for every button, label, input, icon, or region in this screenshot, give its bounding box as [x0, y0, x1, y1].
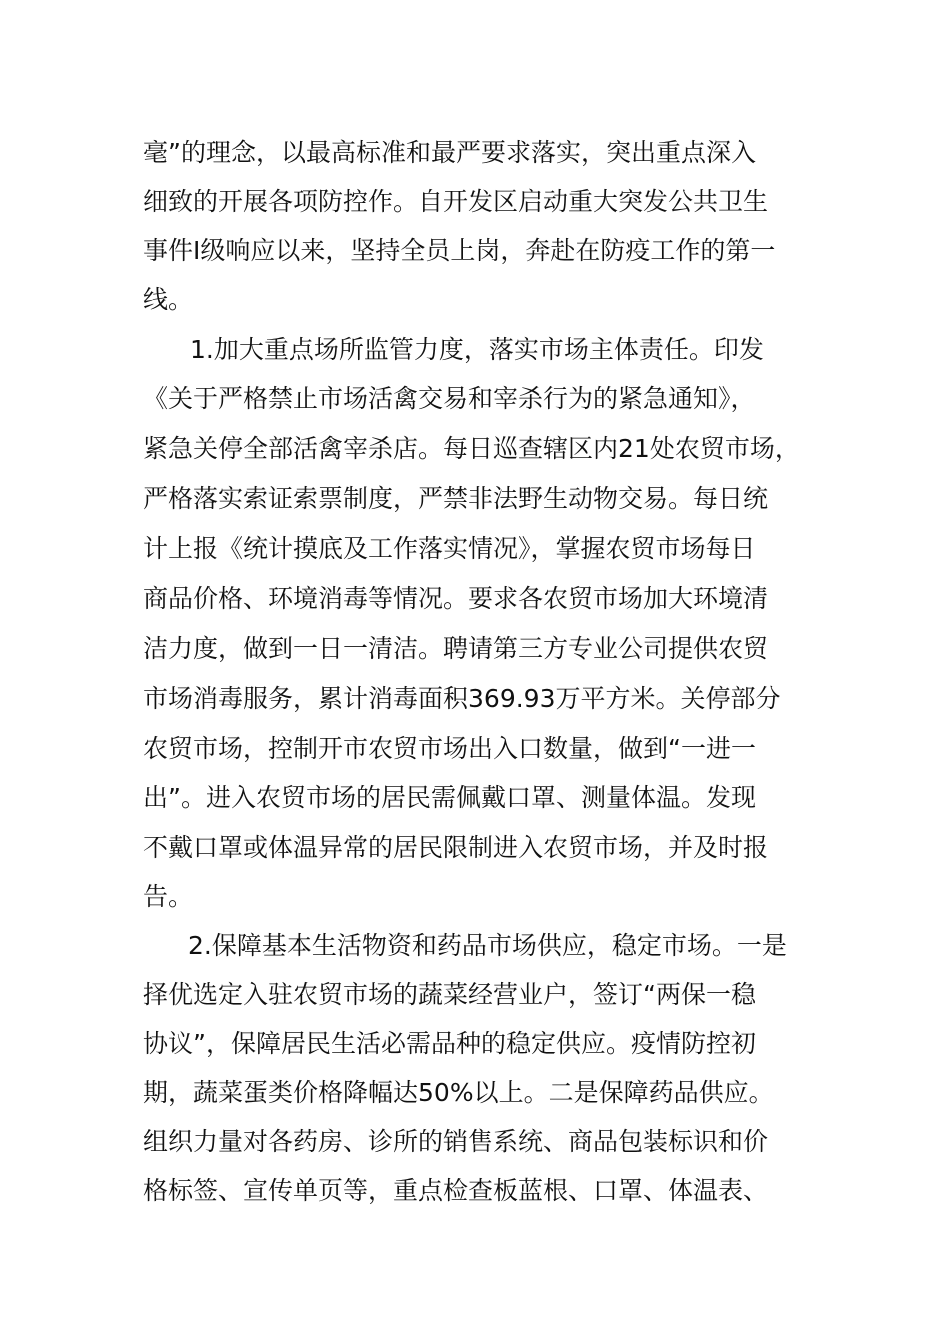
- text-line: 期，蔬菜蛋类价格降幅达50%以上。二是保障药品供应。: [143, 1078, 774, 1107]
- text-line: 《关于严格禁止市场活禽交易和宰杀行为的紧急通知》，: [143, 384, 756, 413]
- text-line: 择优选定入驻农贸市场的蔬菜经营业户，签订“两保一稳: [143, 980, 756, 1009]
- text-line: 事件Ⅰ级响应以来，坚持全员上岗，奔赴在防疫工作的第一: [143, 236, 776, 265]
- text-line: 计上报《统计摸底及工作落实情况》，掌握农贸市场每日: [143, 534, 756, 563]
- text-line: 紧急关停全部活禽宰杀店。每日巡查辖区内21处农贸市场，: [143, 434, 800, 463]
- text-line: 严格落实索证索票制度，严禁非法野生动物交易。每日统: [143, 484, 769, 513]
- text-line: 出”。进入农贸市场的居民需佩戴口罩、测量体温。发现: [143, 783, 756, 812]
- text-line: 告。: [143, 882, 194, 911]
- paragraph-1-heading: 1.加大重点场所监管力度，落实市场主体责任。印发: [190, 335, 764, 364]
- text-line: 不戴口罩或体温异常的居民限制进入农贸市场，并及时报: [143, 833, 769, 862]
- text-line: 市场消毒服务，累计消毒面积369.93万平方米。关停部分: [143, 684, 781, 713]
- text-line: 洁力度，做到一日一清洁。聘请第三方专业公司提供农贸: [143, 634, 769, 663]
- text-line: 协议”，保障居民生活必需品种的稳定供应。疫情防控初: [143, 1029, 756, 1058]
- text-line: 细致的开展各项防控作。自开发区启动重大突发公共卫生: [143, 187, 769, 216]
- text-line: 组织力量对各药房、诊所的销售系统、商品包装标识和价: [143, 1127, 769, 1156]
- paragraph-2-heading: 2.保障基本生活物资和药品市场供应，稳定市场。一是: [188, 931, 787, 960]
- text-line: 农贸市场，控制开市农贸市场出入口数量，做到“一进一: [143, 734, 756, 763]
- text-line: 毫”的理念，以最高标准和最严要求落实，突出重点深入: [143, 138, 756, 167]
- text-line: 商品价格、环境消毒等情况。要求各农贸市场加大环境清: [143, 584, 769, 613]
- text-line: 格标签、宣传单页等，重点检查板蓝根、口罩、体温表、: [143, 1176, 769, 1205]
- text-line: 线。: [143, 285, 194, 314]
